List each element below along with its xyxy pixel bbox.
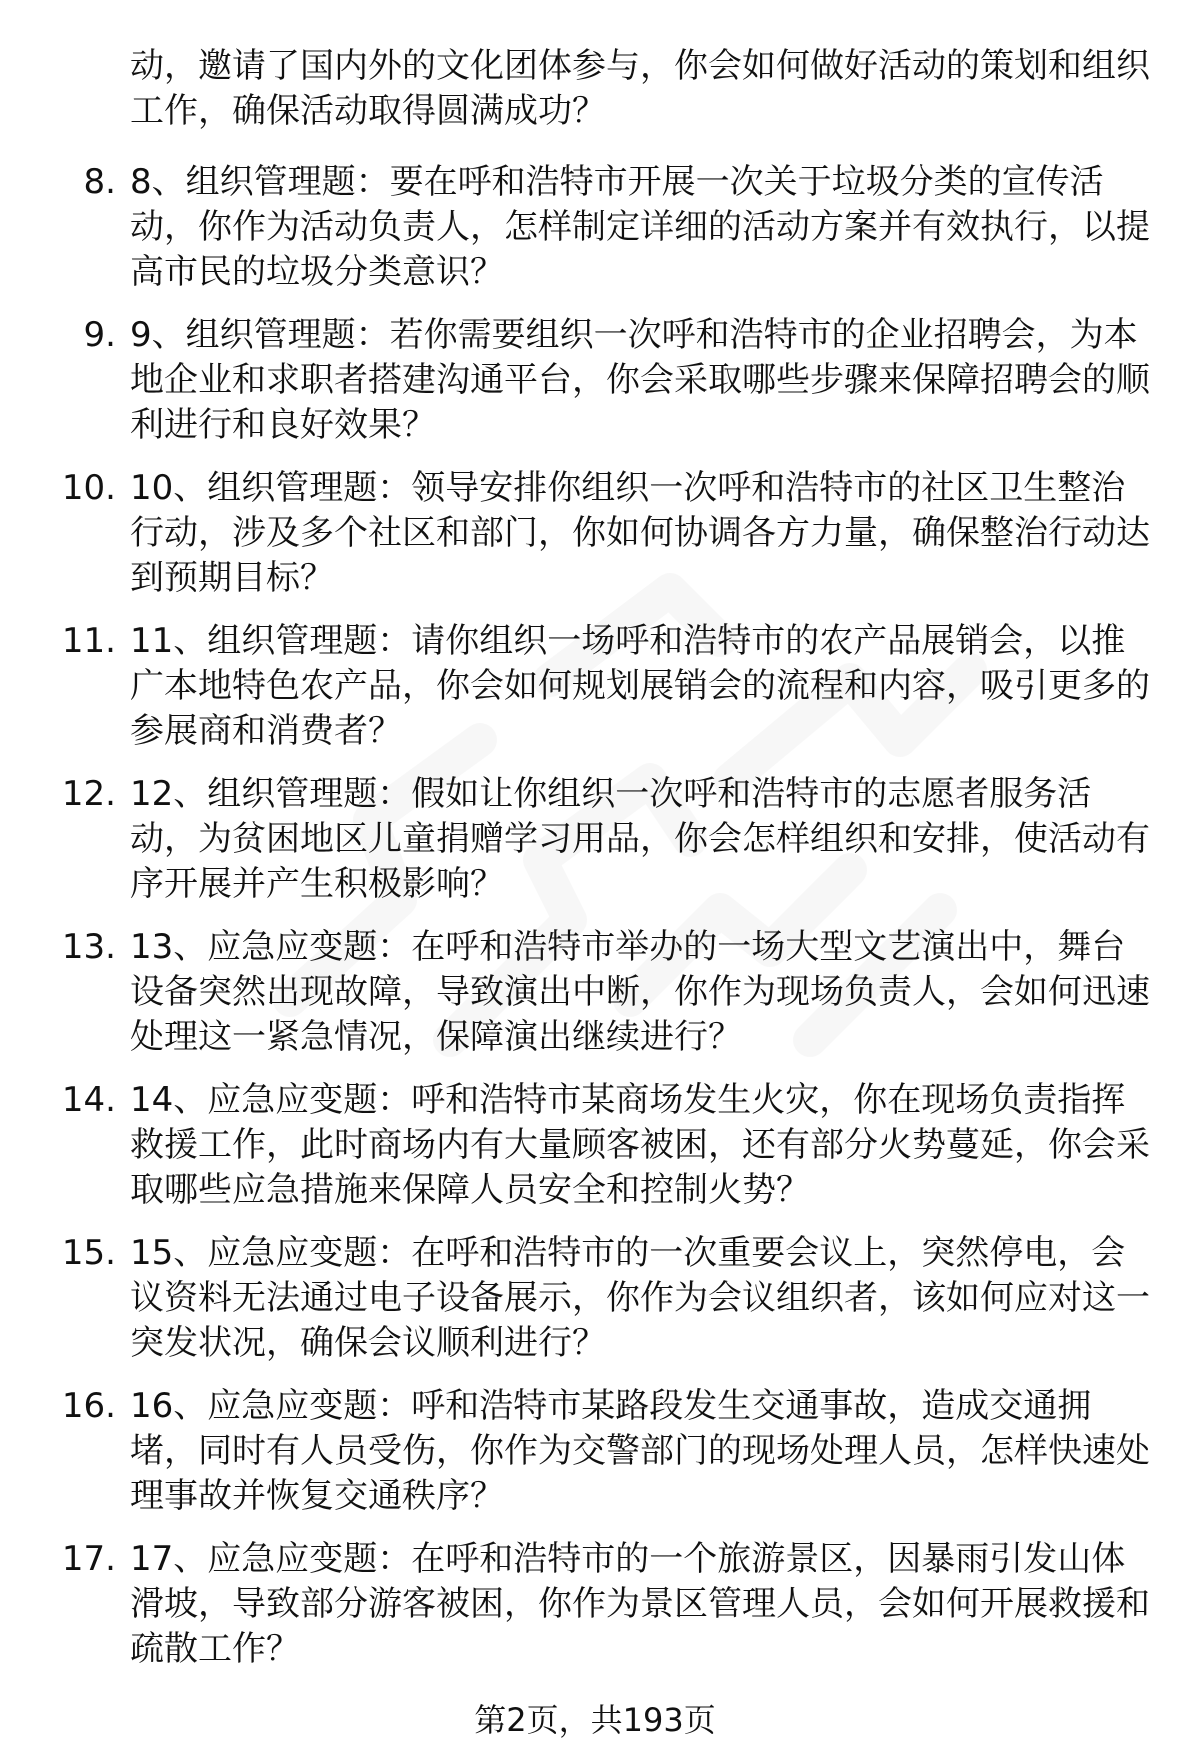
question-text: 12、组织管理题：假如让你组织一次呼和浩特市的志愿者服务活动，为贫困地区儿童捐赠学习用品，你会怎样组织和安排，使活动有序开展并产生积极影响？ [130, 774, 1150, 904]
question-number: 8. [83, 162, 116, 202]
question-number: 15. [61, 1233, 116, 1273]
question-text: 14、应急应变题：呼和浩特市某商场发生火灾，你在现场负责指挥救援工作，此时商场内有大量顾客被困，还有部分火势蔓延，你会采取哪些应急措施来保障人员安全和控制火势？ [130, 1080, 1150, 1210]
question-item [0, 925, 1190, 1078]
question-item [0, 1384, 1190, 1537]
question-number: 12. [61, 774, 116, 814]
question-number: 11. [61, 621, 116, 661]
question-text: 11、组织管理题：请你组织一场呼和浩特市的农产品展销会，以推广本地特色农产品，你会如何规划展销会的流程和内容，吸引更多的参展商和消费者？ [130, 621, 1150, 751]
question-item [0, 466, 1190, 619]
question-item [0, 772, 1190, 925]
question-text: 9、组织管理题：若你需要组织一次呼和浩特市的企业招聘会，为本地企业和求职者搭建沟通平台，你会采取哪些步骤来保障招聘会的顺利进行和良好效果？ [130, 315, 1150, 445]
question-number: 13. [61, 927, 116, 967]
question-list [0, 160, 1190, 1690]
question-text: 8、组织管理题：要在呼和浩特市开展一次关于垃圾分类的宣传活动，你作为活动负责人，怎样制定详细的活动方案并有效执行，以提高市民的垃圾分类意识？ [130, 162, 1150, 292]
question-item [0, 160, 1190, 313]
page-footer: 第2页，共193页 [474, 1701, 716, 1739]
question-text: 15、应急应变题：在呼和浩特市的一次重要会议上，突然停电，会议资料无法通过电子设备展示，你作为会议组织者，该如何应对这一突发状况，确保会议顺利进行？ [130, 1233, 1150, 1363]
question-item [0, 1537, 1190, 1690]
question-item [0, 1078, 1190, 1231]
question-text: 10、组织管理题：领导安排你组织一次呼和浩特市的社区卫生整治行动，涉及多个社区和部门，你如何协调各方力量，确保整治行动达到预期目标？ [130, 468, 1150, 598]
intro-continuation-text: 动，邀请了国内外的文化团体参与，你会如何做好活动的策划和组织工作，确保活动取得圆满成功？ [130, 46, 1150, 131]
question-item [0, 619, 1190, 772]
question-number: 9. [83, 315, 116, 355]
question-text: 17、应急应变题：在呼和浩特市的一个旅游景区，因暴雨引发山体滑坡，导致部分游客被困，你作为景区管理人员，会如何开展救援和疏散工作？ [130, 1539, 1150, 1669]
question-number: 17. [61, 1539, 116, 1579]
question-text: 16、应急应变题：呼和浩特市某路段发生交通事故，造成交通拥堵，同时有人员受伤，你作为交警部门的现场处理人员，怎样快速处理事故并恢复交通秩序？ [130, 1386, 1150, 1516]
question-number: 16. [61, 1386, 116, 1426]
question-item [0, 313, 1190, 466]
question-item [0, 1231, 1190, 1384]
question-number: 14. [61, 1080, 116, 1120]
question-text: 13、应急应变题：在呼和浩特市举办的一场大型文艺演出中，舞台设备突然出现故障，导致演出中断，你作为现场负责人，会如何迅速处理这一紧急情况，保障演出继续进行？ [130, 927, 1150, 1057]
question-number: 10. [61, 468, 116, 508]
